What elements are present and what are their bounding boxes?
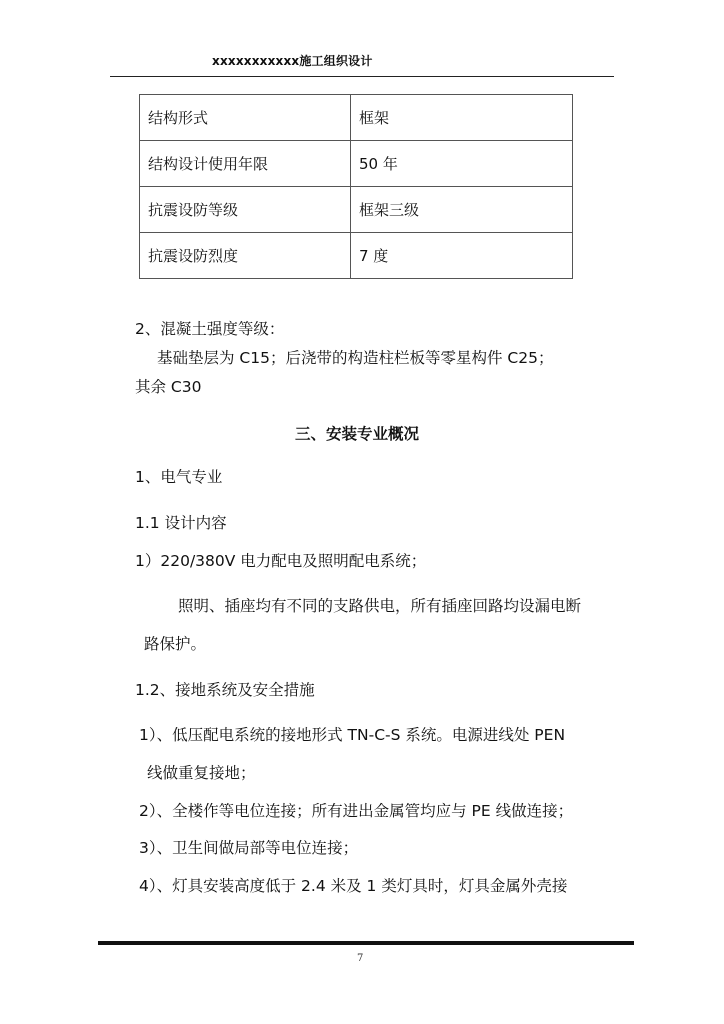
table-row bbox=[140, 187, 573, 233]
lighting-paragraph-line-1: 照明、插座均有不同的支路供电，所有插座回路均设漏电断 bbox=[178, 597, 582, 615]
document-header-title: xxxxxxxxxxx施工组织设计 bbox=[212, 54, 373, 68]
table-cell-value: 50 年 bbox=[351, 141, 573, 187]
design-content-subheading: 1.1 设计内容 bbox=[135, 514, 227, 532]
table-cell-label: 抗震设防等级 bbox=[140, 187, 351, 233]
structure-spec-table bbox=[139, 94, 573, 279]
electrical-heading: 1、电气专业 bbox=[135, 468, 223, 486]
table-row bbox=[140, 141, 573, 187]
concrete-heading: 2、混凝土强度等级： bbox=[135, 320, 285, 338]
grounding-item-1-line-2: 线做重复接地； bbox=[147, 764, 256, 782]
header-divider bbox=[110, 76, 614, 77]
concrete-line-2: 其余 C30 bbox=[135, 378, 202, 396]
table-cell-value: 7 度 bbox=[351, 233, 573, 279]
table-row bbox=[140, 95, 573, 141]
table-cell-label: 结构设计使用年限 bbox=[140, 141, 351, 187]
design-item-1: 1）220/380V 电力配电及照明配电系统； bbox=[135, 552, 427, 570]
table-cell-label: 抗震设防烈度 bbox=[140, 233, 351, 279]
grounding-subheading: 1.2、接地系统及安全措施 bbox=[135, 681, 315, 699]
grounding-item-1-line-1: 1）、低压配电系统的接地形式 TN-C-S 系统。电源进线处 PEN bbox=[139, 726, 566, 744]
section-3-title: 三、安装专业概况 bbox=[295, 425, 420, 443]
footer-divider bbox=[98, 941, 634, 945]
concrete-line-1: 基础垫层为 C15；后浇带的构造柱栏板等零星构件 C25； bbox=[157, 349, 554, 367]
table-cell-value: 框架 bbox=[351, 95, 573, 141]
lighting-paragraph-line-2: 路保护。 bbox=[144, 635, 207, 653]
table-cell-value: 框架三级 bbox=[351, 187, 573, 233]
table-cell-label: 结构形式 bbox=[140, 95, 351, 141]
grounding-item-4: 4）、灯具安装高度低于 2.4 米及 1 类灯具时，灯具金属外壳接 bbox=[139, 877, 568, 895]
table-row bbox=[140, 233, 573, 279]
grounding-item-2: 2）、全楼作等电位连接；所有进出金属管均应与 PE 线做连接； bbox=[139, 802, 574, 820]
page-number: 7 bbox=[357, 953, 364, 964]
grounding-item-3: 3）、卫生间做局部等电位连接； bbox=[139, 839, 359, 857]
